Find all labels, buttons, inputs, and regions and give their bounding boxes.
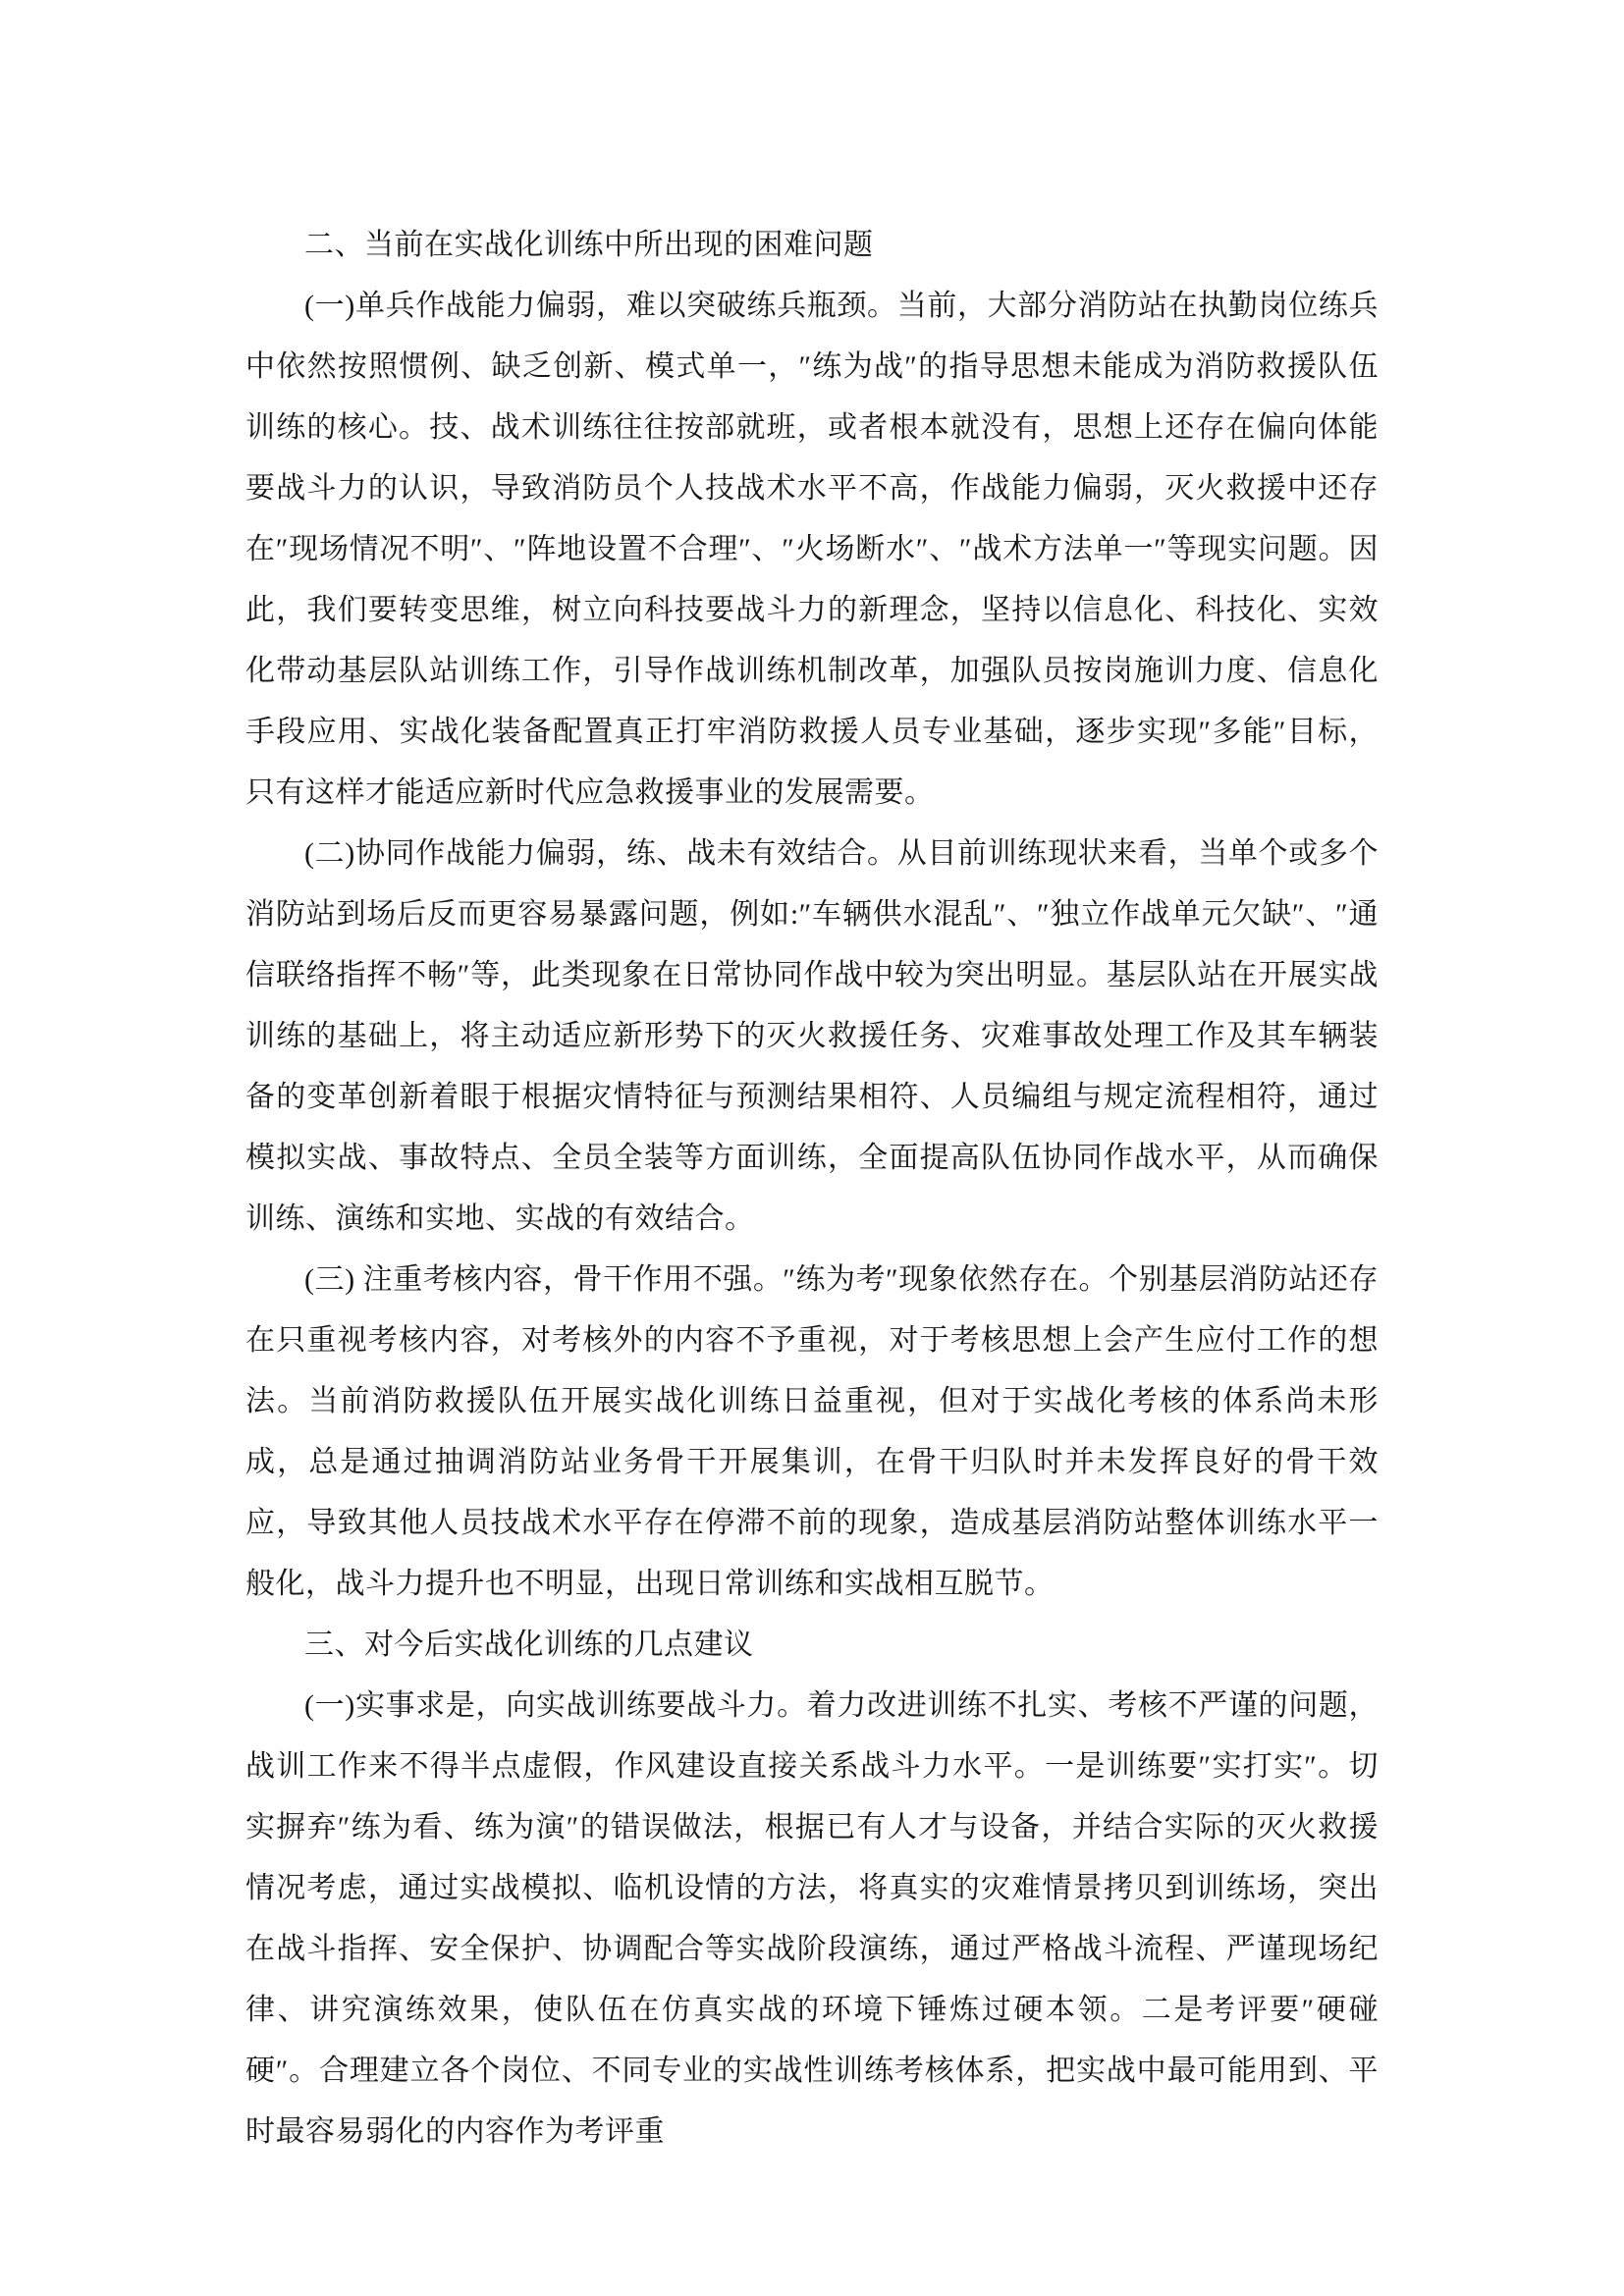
document-body [245, 215, 1379, 2163]
section-heading-problems: 二、当前在实战化训练中所出现的困难问题 [304, 229, 874, 261]
paragraph-seek-truth-training: (一)实事求是，向实战训练要战斗力。着力改进训练不扎实、考核不严谨的问题，战训工作来不得半点虚假，作风建设直接关系战斗力水平。一是训练要″实打实″。切实摒弃″练为看、练为演″的错误做法，根据已有人才与设备，并结合实际的灭火救援情况考虑，通过实战模拟、临机设情的方法，将真实的灾难情景拷贝到训练场，突出在战斗指挥、安全保护、协调配合等实战阶段演练，通过严格战斗流程、严谨现场纪律、讲究演练效果，使队伍在仿真实战的环境下锤炼过硬本领。二是考评要″硬碰硬″。合理建立各个岗位、不同专业的实战性训练考核体系，把实战中最可能用到、平时最容易弱化的内容作为考评重 [245, 1689, 1379, 2148]
paragraph-coordinated-combat-ability: (二)协同作战能力偏弱，练、战未有效结合。从目前训练现状来看，当单个或多个消防站到场后反而更容易暴露问题，例如:″车辆供水混乱″、″独立作战单元欠缺″、″通信联络指挥不畅″等，此类现象在日常协同作战中较为突出明显。基层队站在开展实战训练的基础上，将主动适应新形势下的灭火救援任务、灾难事故处理工作及其车辆装备的变革创新着眼于根据灾情特征与预测结果相符、人员编组与规定流程相符，通过模拟实战、事故特点、全员全装等方面训练，全面提高队伍协同作战水平，从而确保训练、演练和实地、实战的有效结合。 [245, 837, 1379, 1235]
paragraph-assessment-content: (三) 注重考核内容，骨干作用不强。″练为考″现象依然存在。个别基层消防站还存在只重视考核内容，对考核外的内容不予重视，对于考核思想上会产生应付工作的想法。当前消防救援队伍开展实战化训练日益重视，但对于实战化考核的体系尚未形成，总是通过抽调消防站业务骨干开展集训，在骨干归队时并未发挥良好的骨干效应，导致其他人员技战术水平存在停滞不前的现象，造成基层消防站整体训练水平一般化，战斗力提升也不明显，出现日常训练和实战相互脱节。 [245, 1263, 1379, 1600]
paragraph-individual-combat-ability: (一)单兵作战能力偏弱，难以突破练兵瓶颈。当前，大部分消防站在执勤岗位练兵中依然按照惯例、缺乏创新、模式单一，″练为战″的指导思想未能成为消防救援队伍训练的核心。技、战术训练往往按部就班，或者根本就没有，思想上还存在偏向体能要战斗力的认识，导致消防员个人技战术水平不高，作战能力偏弱，灭火救援中还存在″现场情况不明″、″阵地设置不合理″、″火场断水″、″战术方法单一″等现实问题。因此，我们要转变思维，树立向科技要战斗力的新理念，坚持以信息化、科技化、实效化带动基层队站训练工作，引导作战训练机制改革，加强队员按岗施训力度、信息化手段应用、实战化装备配置真正打牢消防救援人员专业基础，逐步实现″多能″目标，只有这样才能适应新时代应急救援事业的发展需要。 [245, 290, 1379, 809]
section-heading-suggestions: 三、对今后实战化训练的几点建议 [304, 1629, 754, 1661]
